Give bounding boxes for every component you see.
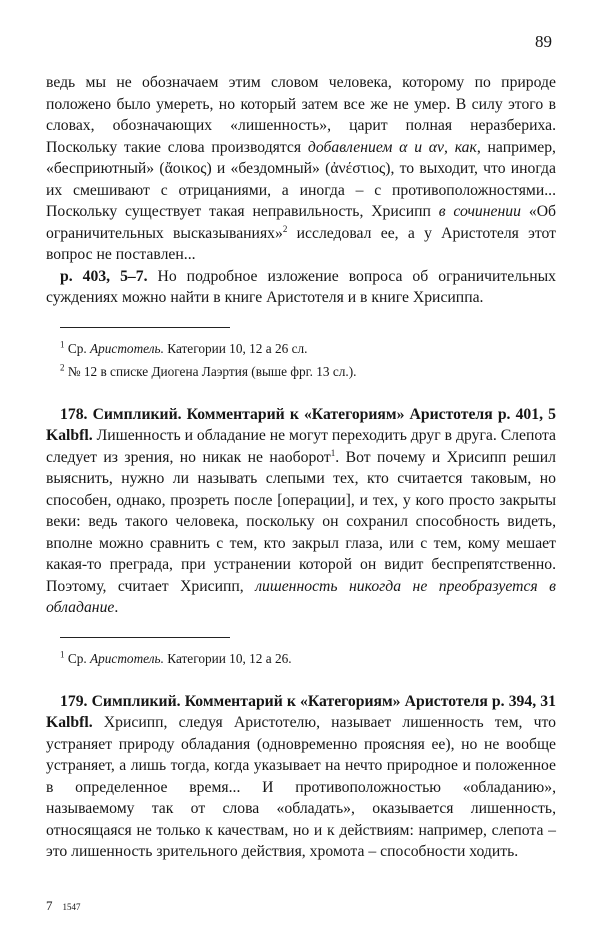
text-run: Хрисипп, следуя Аристотелю, называет лишенность тем, что устраняет природу обладания (одновременно проясняя ее), но не вообще устраняет, а лишь тогда, когда указывает на нечто природное и положенное в определенное время... И противоположностью «обладанию», называемому так от слова «обладать», оказывается лишенность, относящаяся не только к качествам, но и к действиям: например, слепота – это лишенность зрительного действия, хромота – способности ходить.: [46, 714, 556, 860]
text-run: , например, «бесприютный» (ἄοικος) и «бездомный» (ἀνέστιος), то выходит, что иногда их смешивают с отрицаниями, а иногда – с противоположностями... Поскольку существует такая неправильность, Хрисипп: [46, 138, 556, 220]
print-code: 1547: [62, 902, 81, 912]
footnote-divider: [60, 637, 230, 638]
italic-run: в сочинении: [438, 203, 521, 220]
footnote-mark: 1: [60, 649, 65, 660]
page-number: 89: [535, 32, 552, 51]
footnote: [60, 648, 556, 669]
page-reference: р. 403, 5–7.: [60, 267, 148, 285]
text-run: Но подробное изложение вопроса об ограничительных суждениях можно найти в книге Аристотеля и в книге Хрисиппа.: [46, 267, 556, 306]
footnote-mark: 1: [60, 339, 65, 350]
fragment-179: [46, 691, 556, 863]
paragraph-continuation: [46, 72, 556, 266]
page-body: [46, 72, 556, 863]
text-run: Категории 10, 12 а 26 сл.: [163, 340, 308, 356]
text-run: . Вот почему и Хрисипп решил выяснить, нужно ли называть слепыми тех, кто считается таковым, но способен, однако, прозреть после [операции], и тех, у кого просто закрыты веки: ведь такого человека, поскольку он сохранил способность видеть, вполне можно сравнить с тем, кто закрыл глаза, или с тем, кому мешает какая-то преграда, при устранении которой он видит беспрепятственно. Поэтому, считает Хрисипп,: [46, 448, 556, 595]
text-run: исследовал ее, а у Аристотеля этот вопрос не поставлен...: [46, 224, 556, 263]
footnote-mark: 2: [282, 223, 288, 234]
footnote-mark: 2: [60, 362, 65, 373]
printer-signature: [46, 898, 81, 914]
text-run: «Об ограничительных высказываниях»: [46, 203, 556, 242]
italic-run: добавлением α и αν, как: [307, 138, 477, 156]
italic-run: лишенность никогда не преобразуется в обладание: [46, 577, 556, 616]
text-run: Лишенность и обладание не могут переходить друг в друга. Слепота следует из зрения, но никак не наоборот: [46, 427, 556, 466]
footnote-mark: 1: [330, 447, 336, 458]
fragment-heading: 179. Симпликий. Комментарий к «Категориям» Аристотеля р. 394, 31 Kalbfl.: [46, 692, 556, 731]
footnotes-2: [46, 648, 556, 669]
text-run: .: [114, 599, 119, 616]
footnotes-1: [46, 338, 556, 382]
text-run: № 12 в списке Диогена Лаэртия (выше фрг. 13 сл.).: [64, 363, 357, 379]
footnote-divider: [60, 327, 230, 328]
author-name: Аристотель.: [90, 340, 164, 356]
footnote: [60, 338, 556, 359]
footnote: [60, 361, 556, 382]
signature-number: 7: [46, 898, 53, 913]
paragraph-ref-403: [46, 266, 556, 309]
text-run: Ср.: [64, 650, 90, 666]
fragment-heading: 178. Симпликий. Комментарий к «Категориям» Аристотеля р. 401, 5 Kalbfl.: [46, 405, 556, 444]
text-run: ведь мы не обозначаем этим словом человека, которому по природе положено было умереть, но который затем все же не умер. В силу этого в словах, обозначающих «лишенность», царит полная неразбериха. Поскольку такие слова производятся: [46, 74, 556, 156]
author-name: Аристотель.: [90, 650, 164, 666]
text-run: Ср.: [64, 340, 90, 356]
text-run: Категории 10, 12 а 26.: [163, 650, 292, 666]
fragment-178: [46, 404, 556, 619]
